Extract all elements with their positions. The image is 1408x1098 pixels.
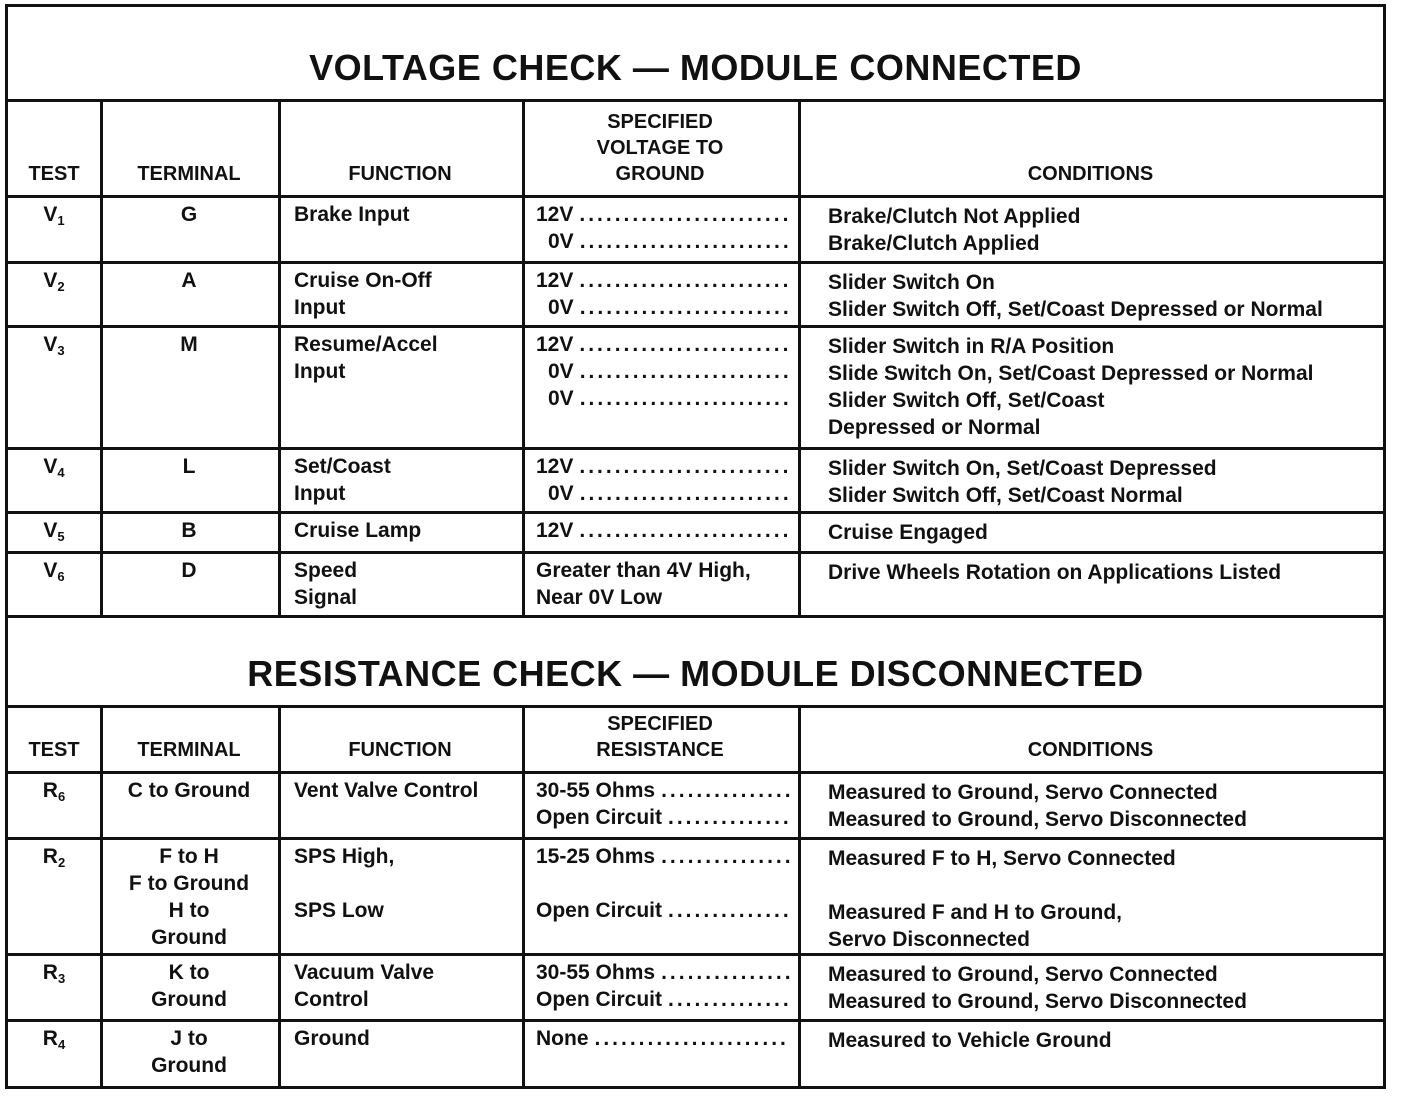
resistance-conditions [828, 961, 1247, 1015]
voltage-terminal [100, 267, 278, 294]
voltage-row-rule [8, 447, 1383, 450]
terminal-line: L [182, 455, 196, 478]
condition-line: Measured to Ground, Servo Disconnected [828, 990, 1247, 1013]
spec-text: 15-25 Ohms [536, 845, 656, 868]
terminal-line: Ground [151, 1054, 227, 1077]
test-letter: V [43, 455, 58, 478]
resistance-header-line: FUNCTION [348, 739, 452, 761]
spec-line [536, 358, 790, 385]
test-subscript: 3 [57, 971, 66, 986]
condition-line: Brake/Clutch Applied [828, 232, 1040, 255]
resistance-row-rule [8, 837, 1383, 840]
spec-text: 12V [536, 519, 574, 542]
voltage-header-conditions [798, 161, 1383, 187]
leader-dots [579, 517, 790, 544]
test-letter: V [43, 333, 58, 356]
spec-text: 0V [548, 230, 574, 253]
spec-text: Open Circuit [536, 899, 663, 922]
voltage-terminal [100, 201, 278, 228]
resistance-terminal [100, 777, 278, 804]
terminal-line: J to [170, 1027, 208, 1050]
spec-text: 0V [548, 360, 574, 383]
voltage-spec-value [536, 557, 790, 611]
function-line: Vacuum Valve [294, 961, 435, 984]
terminal-line: M [180, 333, 198, 356]
resistance-header-line: TEST [28, 739, 80, 761]
condition-line: Servo Disconnected [828, 928, 1030, 951]
spec-text: 0V [548, 387, 574, 410]
spec-line [536, 986, 790, 1013]
spec-line [536, 517, 790, 544]
function-line [294, 870, 394, 897]
voltage-terminal [100, 331, 278, 358]
voltage-terminal [100, 453, 278, 480]
terminal-line: A [181, 269, 197, 292]
resistance-function [294, 959, 434, 1013]
terminal-line: F to Ground [128, 872, 250, 895]
function-line: Cruise On-Off [294, 269, 432, 292]
condition-line: Measured to Vehicle Ground [828, 1029, 1112, 1052]
voltage-test-id [8, 201, 100, 234]
voltage-spec-value [536, 331, 790, 412]
function-line: Cruise Lamp [294, 519, 422, 542]
resistance-function [294, 777, 478, 804]
voltage-function [294, 453, 391, 507]
leader-dots [661, 843, 790, 870]
leader-dots [579, 331, 790, 358]
spec-line [536, 228, 790, 255]
leader-dots [579, 201, 790, 228]
leader-dots [580, 385, 790, 412]
spec-line [536, 557, 790, 584]
resistance-test-id [8, 843, 100, 876]
resistance-terminal [100, 959, 278, 1013]
spec-text: Open Circuit [536, 988, 663, 1011]
resistance-section-title: RESISTANCE CHECK — MODULE DISCONNECTED [247, 653, 1144, 694]
terminal-line: H to [168, 899, 210, 922]
diagnostic-chart [5, 4, 1386, 1089]
spec-line [536, 804, 790, 831]
spec-line [536, 201, 790, 228]
voltage-terminal [100, 517, 278, 544]
resistance-row-rule [8, 1019, 1383, 1022]
function-line: Speed [294, 559, 358, 582]
voltage-spec-value [536, 267, 790, 321]
resistance-conditions [828, 1027, 1112, 1054]
test-subscript: 1 [57, 213, 65, 228]
resistance-function [294, 1025, 370, 1052]
leader-dots [579, 267, 790, 294]
voltage-conditions [828, 559, 1281, 586]
spec-line [536, 480, 790, 507]
voltage-terminal [100, 557, 278, 584]
function-line: Vent Valve Control [294, 779, 479, 802]
spec-line [536, 870, 790, 897]
test-letter: V [43, 559, 58, 582]
function-line: SPS High, [294, 845, 395, 868]
resistance-test-id [8, 1025, 100, 1058]
function-line: Ground [294, 1027, 370, 1050]
test-letter: V [43, 203, 58, 226]
spec-text: 30-55 Ohms [536, 779, 656, 802]
voltage-spec-value [536, 453, 790, 507]
voltage-header-test [8, 161, 100, 187]
spec-text: None [536, 1027, 589, 1050]
condition-line: Slider Switch in R/A Position [828, 335, 1115, 358]
resistance-spec-value [536, 777, 790, 831]
voltage-conditions [828, 333, 1313, 441]
function-line: Brake Input [294, 203, 410, 226]
terminal-line: D [181, 559, 197, 582]
leader-dots [579, 453, 790, 480]
leader-dots [580, 294, 790, 321]
spec-text: Near 0V Low [536, 586, 663, 609]
condition-line: Slider Switch Off, Set/Coast Depressed or Normal [828, 298, 1323, 321]
spec-text: Greater than 4V High, [536, 559, 751, 582]
test-letter: V [43, 519, 58, 542]
voltage-header-line: CONDITIONS [1027, 163, 1154, 185]
condition-line: Measured to Ground, Servo Connected [828, 781, 1218, 804]
voltage-test-id [8, 517, 100, 550]
condition-line: Slider Switch Off, Set/Coast [828, 389, 1105, 412]
leader-dots [668, 897, 790, 924]
function-line: Signal [294, 586, 358, 609]
voltage-conditions [828, 519, 988, 546]
voltage-header-line: FUNCTION [348, 163, 452, 185]
spec-line [536, 843, 790, 870]
voltage-test-id [8, 331, 100, 364]
resistance-header-line: SPECIFIED [607, 713, 713, 735]
resistance-header-line: TERMINAL [137, 739, 241, 761]
voltage-test-id [8, 267, 100, 300]
resistance-title-rule [8, 705, 1383, 708]
leader-dots [668, 986, 790, 1013]
resistance-header-rule [8, 771, 1383, 774]
voltage-function [294, 331, 438, 385]
resistance-header-line: RESISTANCE [596, 739, 724, 761]
voltage-conditions [828, 269, 1323, 323]
condition-line: Brake/Clutch Not Applied [828, 205, 1081, 228]
test-subscript: 2 [57, 855, 66, 870]
terminal-line: G [180, 203, 198, 226]
spec-text: 12V [536, 269, 574, 292]
function-line: Input [294, 296, 346, 319]
resistance-row-rule [8, 953, 1383, 956]
voltage-test-id [8, 557, 100, 590]
condition-line: Slider Switch Off, Set/Coast Normal [828, 484, 1183, 507]
test-subscript: 4 [57, 465, 65, 480]
voltage-conditions [828, 455, 1217, 509]
leader-dots [661, 777, 790, 804]
resistance-conditions [828, 779, 1247, 833]
voltage-function [294, 557, 357, 611]
voltage-header-line: GROUND [615, 163, 705, 185]
function-line: Input [294, 360, 346, 383]
voltage-header-line: TEST [28, 163, 80, 185]
spec-line [536, 777, 790, 804]
function-line: SPS Low [294, 899, 384, 922]
resistance-spec-value [536, 959, 790, 1013]
spec-line [536, 453, 790, 480]
resistance-terminal [100, 843, 278, 951]
test-subscript: 6 [57, 789, 66, 804]
condition-line: Measured F and H to Ground, [828, 901, 1123, 924]
resistance-terminal [100, 1025, 278, 1079]
voltage-header-function [278, 161, 522, 187]
terminal-line: B [181, 519, 197, 542]
function-line: Resume/Accel [294, 333, 438, 356]
terminal-line: F to H [159, 845, 219, 868]
spec-text: 0V [548, 482, 574, 505]
test-subscript: 6 [57, 569, 65, 584]
resistance-conditions [828, 845, 1176, 953]
voltage-row-rule [8, 325, 1383, 328]
condition-line: Drive Wheels Rotation on Applications Listed [828, 561, 1282, 584]
voltage-header-spec [522, 109, 798, 187]
leader-dots [580, 358, 790, 385]
condition-line [828, 872, 1176, 899]
voltage-header-terminal [100, 161, 278, 187]
spec-line [536, 267, 790, 294]
voltage-header-line: VOLTAGE TO [596, 137, 724, 159]
test-letter: R [42, 779, 58, 802]
terminal-line: Ground [151, 926, 227, 949]
test-letter: V [43, 269, 58, 292]
voltage-test-id [8, 453, 100, 486]
condition-line: Slider Switch On [828, 271, 995, 294]
voltage-function [294, 517, 421, 544]
leader-dots [580, 480, 790, 507]
spec-text: 12V [536, 203, 574, 226]
spec-text [536, 870, 542, 897]
function-line: Set/Coast [294, 455, 391, 478]
spec-text: 0V [548, 296, 574, 319]
leader-dots [668, 804, 790, 831]
condition-line: Measured F to H, Servo Connected [828, 847, 1176, 870]
voltage-conditions [828, 203, 1080, 257]
resistance-header-function [278, 737, 522, 763]
spec-text: 30-55 Ohms [536, 961, 656, 984]
resistance-header-line: CONDITIONS [1027, 739, 1154, 761]
leader-dots [580, 228, 790, 255]
voltage-header-rule [8, 195, 1383, 198]
spec-line [536, 584, 790, 611]
voltage-function [294, 201, 410, 228]
test-subscript: 4 [57, 1037, 66, 1052]
voltage-row-rule [8, 261, 1383, 264]
leader-dots [595, 1025, 791, 1052]
condition-line: Depressed or Normal [828, 416, 1041, 439]
spec-line [536, 1025, 790, 1052]
test-subscript: 2 [57, 279, 65, 294]
terminal-line: K to [168, 961, 210, 984]
voltage-header-line: SPECIFIED [607, 111, 713, 133]
condition-line: Slider Switch On, Set/Coast Depressed [828, 457, 1217, 480]
spec-text: 12V [536, 333, 574, 356]
voltage-section-title: VOLTAGE CHECK — MODULE CONNECTED [309, 47, 1082, 88]
voltage-row-rule [8, 511, 1383, 514]
resistance-header-conditions [798, 737, 1383, 763]
test-letter: R [42, 961, 58, 984]
voltage-spec-value [536, 517, 790, 544]
condition-line: Cruise Engaged [828, 521, 988, 544]
function-line: Input [294, 482, 346, 505]
spec-line [536, 959, 790, 986]
spec-line [536, 294, 790, 321]
spec-line [536, 331, 790, 358]
function-line: Control [294, 988, 369, 1011]
condition-line: Measured to Ground, Servo Disconnected [828, 808, 1247, 831]
condition-line: Measured to Ground, Servo Connected [828, 963, 1218, 986]
resistance-test-id [8, 777, 100, 810]
voltage-spec-value [536, 201, 790, 255]
voltage-title-rule [8, 99, 1383, 102]
condition-line: Slide Switch On, Set/Coast Depressed or Normal [828, 362, 1314, 385]
resistance-header-test [8, 737, 100, 763]
test-subscript: 3 [57, 343, 65, 358]
voltage-row-rule [8, 615, 1383, 618]
spec-line [536, 897, 790, 924]
resistance-test-id [8, 959, 100, 992]
resistance-spec-value [536, 1025, 790, 1052]
resistance-header-spec [522, 711, 798, 763]
test-letter: R [42, 845, 58, 868]
resistance-function [294, 843, 394, 924]
voltage-function [294, 267, 432, 321]
terminal-line: Ground [151, 988, 227, 1011]
test-letter: R [42, 1027, 58, 1050]
voltage-row-rule [8, 551, 1383, 554]
resistance-header-terminal [100, 737, 278, 763]
test-subscript: 5 [57, 529, 65, 544]
leader-dots [661, 959, 790, 986]
spec-text: 12V [536, 455, 574, 478]
resistance-spec-value [536, 843, 790, 924]
terminal-line: C to Ground [127, 779, 251, 802]
spec-line [536, 385, 790, 412]
voltage-header-line: TERMINAL [137, 163, 241, 185]
spec-text: Open Circuit [536, 806, 663, 829]
